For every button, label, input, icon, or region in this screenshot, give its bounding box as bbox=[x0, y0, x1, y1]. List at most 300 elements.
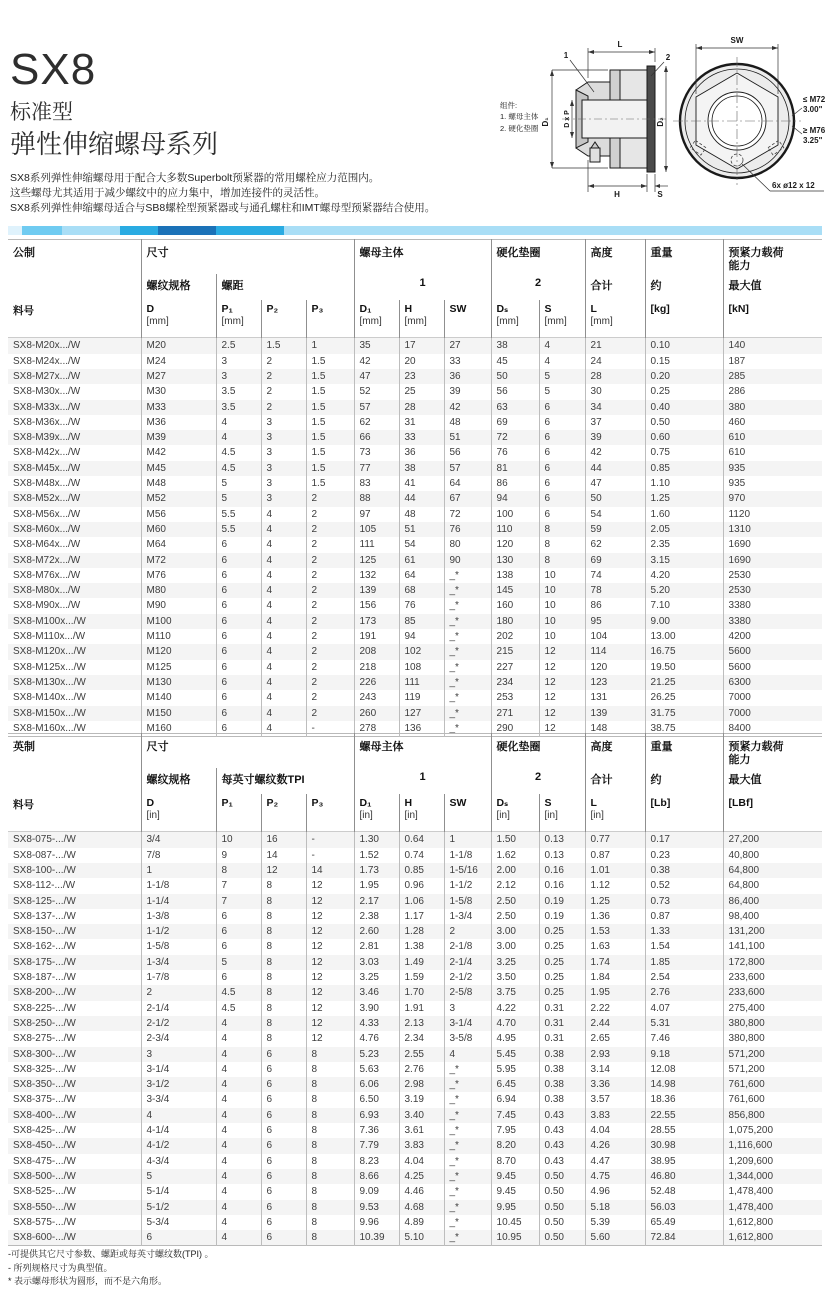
value-cell: M24 bbox=[141, 354, 216, 369]
value-cell: 2.35 bbox=[645, 537, 723, 552]
value-cell: 4.22 bbox=[491, 1001, 539, 1016]
size-range-large-in: 3.25" bbox=[803, 136, 823, 145]
value-cell: 0.74 bbox=[399, 848, 444, 863]
value-cell: 4 bbox=[261, 629, 306, 644]
part-number-cell: SX8-375-.../W bbox=[13, 1094, 76, 1106]
value-cell: 6 bbox=[216, 629, 261, 644]
header-row bbox=[8, 240, 822, 275]
value-cell: 28 bbox=[585, 369, 645, 384]
value-cell: 6 bbox=[261, 1108, 306, 1123]
value-cell: 1.49 bbox=[399, 955, 444, 970]
value-cell: 123 bbox=[585, 675, 645, 690]
value-cell: 0.13 bbox=[539, 832, 585, 848]
value-cell: 6 bbox=[216, 970, 261, 985]
value-cell: 61 bbox=[399, 553, 444, 568]
value-cell: 761,600 bbox=[723, 1077, 822, 1092]
value-cell: 0.87 bbox=[585, 848, 645, 863]
value-cell: 7000 bbox=[723, 690, 822, 705]
value-cell: 2 bbox=[306, 706, 354, 721]
value-cell: 114 bbox=[585, 644, 645, 659]
value-cell: 3 bbox=[261, 415, 306, 430]
value-cell: 6 bbox=[539, 445, 585, 460]
value-cell: 2.76 bbox=[645, 985, 723, 1000]
value-cell: M20 bbox=[141, 338, 216, 354]
table-row bbox=[8, 583, 822, 598]
value-cell: 4.5 bbox=[216, 1001, 261, 1016]
group-header: 螺母主体 bbox=[354, 240, 491, 275]
value-cell: 6 bbox=[261, 1138, 306, 1153]
value-cell: 12 bbox=[539, 644, 585, 659]
table-row bbox=[8, 568, 822, 583]
value-cell: 54 bbox=[399, 537, 444, 552]
value-cell: 64,800 bbox=[723, 863, 822, 878]
page-title: SX8 bbox=[10, 45, 97, 94]
components-title: 组件: bbox=[500, 101, 518, 110]
value-cell: 64 bbox=[444, 476, 491, 491]
value-cell: 10 bbox=[539, 568, 585, 583]
value-cell: 1.30 bbox=[354, 832, 399, 848]
value-cell: 110 bbox=[491, 522, 539, 537]
value-cell: 935 bbox=[723, 461, 822, 476]
dim-label-H: H bbox=[614, 190, 620, 199]
value-cell: 4 bbox=[539, 338, 585, 354]
value-cell: 105 bbox=[354, 522, 399, 537]
value-cell: 90 bbox=[444, 553, 491, 568]
value-cell: 6300 bbox=[723, 675, 822, 690]
value-cell: 4 bbox=[261, 706, 306, 721]
value-cell: 1-5/16 bbox=[444, 863, 491, 878]
value-cell: 4 bbox=[261, 568, 306, 583]
value-cell: 2 bbox=[306, 690, 354, 705]
value-cell: 4 bbox=[216, 1184, 261, 1199]
value-cell: 8.23 bbox=[354, 1154, 399, 1169]
value-cell: 0.50 bbox=[539, 1230, 585, 1246]
value-cell: 136 bbox=[399, 721, 444, 737]
value-cell: 4 bbox=[261, 598, 306, 613]
value-cell: 187 bbox=[723, 354, 822, 369]
value-cell: 46.80 bbox=[645, 1169, 723, 1184]
part-number-cell: SX8-350-.../W bbox=[13, 1079, 76, 1091]
value-cell: 1.85 bbox=[645, 955, 723, 970]
value-cell: M72 bbox=[141, 553, 216, 568]
value-cell: 4.70 bbox=[491, 1016, 539, 1031]
table-row bbox=[8, 1016, 822, 1031]
value-cell: 42 bbox=[585, 445, 645, 460]
value-cell: 935 bbox=[723, 476, 822, 491]
value-cell: 86 bbox=[585, 598, 645, 613]
part-number-cell: SX8-075-.../W bbox=[13, 834, 76, 846]
value-cell: 2-5/8 bbox=[444, 985, 491, 1000]
value-cell: 5-1/4 bbox=[141, 1184, 216, 1199]
value-cell: 0.38 bbox=[645, 863, 723, 878]
value-cell: 7 bbox=[216, 894, 261, 909]
value-cell: 2 bbox=[306, 629, 354, 644]
value-cell: 6 bbox=[261, 1154, 306, 1169]
accent-bar-segment bbox=[284, 226, 822, 235]
value-cell: 1.5 bbox=[306, 461, 354, 476]
value-cell: 3-5/8 bbox=[444, 1031, 491, 1046]
value-cell: _* bbox=[444, 690, 491, 705]
value-cell: 5.45 bbox=[491, 1047, 539, 1062]
value-cell: 6.94 bbox=[491, 1092, 539, 1107]
value-cell: 141,100 bbox=[723, 939, 822, 954]
value-cell: 0.17 bbox=[645, 832, 723, 848]
value-cell: 6 bbox=[539, 491, 585, 506]
value-cell: 51 bbox=[399, 522, 444, 537]
value-cell: 8.20 bbox=[491, 1138, 539, 1153]
table-row bbox=[8, 863, 822, 878]
value-cell: 3-1/2 bbox=[141, 1077, 216, 1092]
value-cell: 1-5/8 bbox=[444, 894, 491, 909]
value-cell: 4-1/2 bbox=[141, 1138, 216, 1153]
value-cell: 76 bbox=[491, 445, 539, 460]
column-header: 料号 bbox=[13, 799, 34, 812]
value-cell: 12 bbox=[306, 939, 354, 954]
subgroup-header: 约 bbox=[645, 768, 723, 794]
value-cell: 1.06 bbox=[399, 894, 444, 909]
table-row bbox=[8, 430, 822, 445]
value-cell: 127 bbox=[399, 706, 444, 721]
value-cell: 290 bbox=[491, 721, 539, 737]
value-cell: 26.25 bbox=[645, 690, 723, 705]
table-row bbox=[8, 400, 822, 415]
value-cell: 2 bbox=[306, 660, 354, 675]
accent-bar-segment bbox=[158, 226, 216, 235]
value-cell: 460 bbox=[723, 415, 822, 430]
value-cell: 9.53 bbox=[354, 1200, 399, 1215]
value-cell: 1.10 bbox=[645, 476, 723, 491]
table-row bbox=[8, 924, 822, 939]
value-cell: 139 bbox=[585, 706, 645, 721]
value-cell: 2.76 bbox=[399, 1062, 444, 1077]
part-number-cell: SX8-M56x.../W bbox=[13, 508, 81, 520]
value-cell: M120 bbox=[141, 644, 216, 659]
value-cell: 4 bbox=[216, 1169, 261, 1184]
value-cell: 1,478,400 bbox=[723, 1200, 822, 1215]
part-number-cell: SX8-225-.../W bbox=[13, 1002, 76, 1014]
part-number-cell: SX8-M160x.../W bbox=[13, 722, 86, 734]
column-header: P₁ [mm] bbox=[216, 300, 261, 338]
value-cell: M45 bbox=[141, 461, 216, 476]
value-cell: 97 bbox=[354, 507, 399, 522]
value-cell: 0.96 bbox=[399, 878, 444, 893]
value-cell: 80 bbox=[444, 537, 491, 552]
value-cell: 1-5/8 bbox=[141, 939, 216, 954]
value-cell: M48 bbox=[141, 476, 216, 491]
value-cell: 44 bbox=[585, 461, 645, 476]
value-cell: 1.70 bbox=[399, 985, 444, 1000]
value-cell: 3 bbox=[216, 369, 261, 384]
dim-label-L: L bbox=[617, 40, 623, 49]
value-cell: 1.5 bbox=[261, 338, 306, 354]
value-cell: _* bbox=[444, 1123, 491, 1138]
value-cell: 2.13 bbox=[399, 1016, 444, 1031]
value-cell: 6 bbox=[539, 476, 585, 491]
value-cell: 64,800 bbox=[723, 878, 822, 893]
page-subtitle-type: 标准型 bbox=[10, 101, 73, 124]
column-header: P₃ bbox=[306, 300, 354, 338]
value-cell: 226 bbox=[354, 675, 399, 690]
value-cell: 2.50 bbox=[491, 909, 539, 924]
value-cell: 35 bbox=[354, 338, 399, 354]
metric-table-header bbox=[8, 240, 822, 338]
value-cell: 0.52 bbox=[645, 878, 723, 893]
value-cell: 5.39 bbox=[585, 1215, 645, 1230]
value-cell: M60 bbox=[141, 522, 216, 537]
value-cell: 5 bbox=[539, 384, 585, 399]
value-cell: 6 bbox=[539, 507, 585, 522]
part-number-cell: SX8-M90x.../W bbox=[13, 600, 81, 612]
value-cell: 6 bbox=[216, 537, 261, 552]
part-number-cell: SX8-162-.../W bbox=[13, 941, 76, 953]
value-cell: 7.46 bbox=[645, 1031, 723, 1046]
value-cell: 3 bbox=[261, 430, 306, 445]
value-cell: 3380 bbox=[723, 614, 822, 629]
value-cell: 0.43 bbox=[539, 1154, 585, 1169]
table-row bbox=[8, 1123, 822, 1138]
value-cell: 4 bbox=[216, 415, 261, 430]
value-cell: 8 bbox=[306, 1047, 354, 1062]
value-cell: 271 bbox=[491, 706, 539, 721]
value-cell: 47 bbox=[354, 369, 399, 384]
value-cell: 1.63 bbox=[585, 939, 645, 954]
table-row bbox=[8, 522, 822, 537]
value-cell: 9.95 bbox=[491, 1200, 539, 1215]
value-cell: 1-1/4 bbox=[141, 894, 216, 909]
value-cell: 7.95 bbox=[491, 1123, 539, 1138]
value-cell: 4 bbox=[261, 507, 306, 522]
value-cell: 78 bbox=[585, 583, 645, 598]
value-cell: 38.95 bbox=[645, 1154, 723, 1169]
value-cell: 48 bbox=[444, 415, 491, 430]
value-cell: 76 bbox=[444, 522, 491, 537]
value-cell: 1.5 bbox=[306, 354, 354, 369]
table-row bbox=[8, 1138, 822, 1153]
technical-drawing bbox=[492, 26, 828, 222]
value-cell: 4 bbox=[261, 537, 306, 552]
value-cell: 4 bbox=[216, 1062, 261, 1077]
value-cell: 21 bbox=[585, 338, 645, 354]
value-cell: 0.31 bbox=[539, 1001, 585, 1016]
value-cell: 7/8 bbox=[141, 848, 216, 863]
value-cell: 33 bbox=[399, 430, 444, 445]
part-number-cell: SX8-M130x.../W bbox=[13, 676, 86, 688]
jackbolt-callout: 6x ø12 x 12 bbox=[772, 181, 815, 190]
value-cell: _* bbox=[444, 706, 491, 721]
value-cell: M80 bbox=[141, 583, 216, 598]
part-number-cell: SX8-M42x.../W bbox=[13, 447, 81, 459]
subgroup-header: 2 bbox=[491, 768, 585, 794]
value-cell: 111 bbox=[399, 675, 444, 690]
value-cell: 47 bbox=[585, 476, 645, 491]
column-header: S [in] bbox=[539, 794, 585, 832]
column-header: [kN] bbox=[723, 300, 822, 338]
value-cell: 4 bbox=[261, 553, 306, 568]
value-cell: 17 bbox=[399, 338, 444, 354]
value-cell: 68 bbox=[399, 583, 444, 598]
column-header: D [in] bbox=[141, 794, 216, 832]
value-cell: 2-1/4 bbox=[141, 1001, 216, 1016]
value-cell: 227 bbox=[491, 660, 539, 675]
header-row bbox=[8, 274, 822, 300]
value-cell: 3.57 bbox=[585, 1092, 645, 1107]
value-cell: 0.75 bbox=[645, 445, 723, 460]
value-cell: 5.23 bbox=[354, 1047, 399, 1062]
value-cell: 5.18 bbox=[585, 1200, 645, 1215]
footnote: - 所列规格尺寸为典型值。 bbox=[8, 1262, 113, 1273]
part-number-cell: SX8-137-.../W bbox=[13, 910, 76, 922]
value-cell: _* bbox=[444, 1062, 491, 1077]
value-cell: 0.43 bbox=[539, 1138, 585, 1153]
callout-2: 2 bbox=[665, 53, 671, 62]
value-cell: 202 bbox=[491, 629, 539, 644]
value-cell: 38 bbox=[491, 338, 539, 354]
value-cell: 1.62 bbox=[491, 848, 539, 863]
dim-label-D2: D₂ bbox=[656, 117, 665, 127]
value-cell: 0.25 bbox=[539, 924, 585, 939]
value-cell: 1.53 bbox=[585, 924, 645, 939]
column-header: [kg] bbox=[645, 300, 723, 338]
value-cell: 1310 bbox=[723, 522, 822, 537]
value-cell: 72 bbox=[491, 430, 539, 445]
value-cell: 4 bbox=[216, 1230, 261, 1246]
value-cell: 2 bbox=[261, 354, 306, 369]
value-cell: 9 bbox=[216, 848, 261, 863]
column-header: P₃ bbox=[306, 794, 354, 832]
group-header: 硬化垫圈 bbox=[491, 240, 585, 275]
value-cell: 0.38 bbox=[539, 1092, 585, 1107]
value-cell: 27,200 bbox=[723, 832, 822, 848]
value-cell: 140 bbox=[723, 338, 822, 354]
value-cell: 1.91 bbox=[399, 1001, 444, 1016]
value-cell: _* bbox=[444, 1230, 491, 1246]
value-cell: 380,800 bbox=[723, 1031, 822, 1046]
value-cell: 2.12 bbox=[491, 878, 539, 893]
value-cell: 2.93 bbox=[585, 1047, 645, 1062]
column-header: H [mm] bbox=[399, 300, 444, 338]
part-number-cell: SX8-300-.../W bbox=[13, 1048, 76, 1060]
value-cell: 85 bbox=[399, 614, 444, 629]
table-row bbox=[8, 614, 822, 629]
value-cell: 6 bbox=[141, 1230, 216, 1246]
value-cell: 25 bbox=[399, 384, 444, 399]
value-cell: 4.07 bbox=[645, 1001, 723, 1016]
value-cell: 2 bbox=[306, 522, 354, 537]
value-cell: 77 bbox=[354, 461, 399, 476]
value-cell: 0.25 bbox=[539, 970, 585, 985]
part-number-cell: SX8-M30x.../W bbox=[13, 386, 81, 398]
value-cell: 8 bbox=[261, 985, 306, 1000]
header-row bbox=[8, 300, 822, 338]
value-cell: _* bbox=[444, 660, 491, 675]
value-cell: 6 bbox=[261, 1062, 306, 1077]
value-cell: M150 bbox=[141, 706, 216, 721]
value-cell: 16 bbox=[261, 832, 306, 848]
value-cell: 63 bbox=[491, 400, 539, 415]
value-cell: 2 bbox=[306, 491, 354, 506]
value-cell: 0.25 bbox=[645, 384, 723, 399]
value-cell: _* bbox=[444, 721, 491, 737]
value-cell: 138 bbox=[491, 568, 539, 583]
value-cell: 1690 bbox=[723, 553, 822, 568]
value-cell: 3.46 bbox=[354, 985, 399, 1000]
component-item: 2. 硬化垫圈 bbox=[500, 123, 539, 133]
value-cell: 3.25 bbox=[354, 970, 399, 985]
value-cell: _* bbox=[444, 614, 491, 629]
part-number-cell: SX8-M140x.../W bbox=[13, 692, 86, 704]
value-cell: 286 bbox=[723, 384, 822, 399]
value-cell: 4 bbox=[261, 675, 306, 690]
value-cell: 52.48 bbox=[645, 1184, 723, 1199]
value-cell: 7.36 bbox=[354, 1123, 399, 1138]
value-cell: 6 bbox=[539, 400, 585, 415]
value-cell: 8 bbox=[261, 1016, 306, 1031]
value-cell: 69 bbox=[585, 553, 645, 568]
column-header: SW bbox=[444, 794, 491, 832]
value-cell: _* bbox=[444, 583, 491, 598]
part-number-cell: SX8-125-.../W bbox=[13, 895, 76, 907]
table-row bbox=[8, 1077, 822, 1092]
value-cell: 6.45 bbox=[491, 1077, 539, 1092]
value-cell: 8 bbox=[306, 1215, 354, 1230]
value-cell: 108 bbox=[399, 660, 444, 675]
value-cell: 3 bbox=[261, 476, 306, 491]
table-system-label: 英制 bbox=[13, 741, 35, 753]
table-row bbox=[8, 553, 822, 568]
group-header: 重量 bbox=[645, 734, 723, 769]
value-cell: 208 bbox=[354, 644, 399, 659]
table-row bbox=[8, 970, 822, 985]
value-cell: 1 bbox=[444, 832, 491, 848]
footnote: -可提供其它尺寸参数、螺距或每英寸螺纹数(TPI) 。 bbox=[8, 1249, 214, 1259]
value-cell: 0.43 bbox=[539, 1108, 585, 1123]
value-cell: 1-1/8 bbox=[141, 878, 216, 893]
value-cell: 4 bbox=[444, 1047, 491, 1062]
table-row bbox=[8, 354, 822, 369]
value-cell: 8 bbox=[306, 1077, 354, 1092]
part-number-cell: SX8-400-.../W bbox=[13, 1109, 76, 1121]
value-cell: 2.50 bbox=[491, 894, 539, 909]
value-cell: _* bbox=[444, 629, 491, 644]
value-cell: 88 bbox=[354, 491, 399, 506]
header-row bbox=[8, 734, 822, 769]
value-cell: 57 bbox=[444, 461, 491, 476]
value-cell: 14 bbox=[306, 863, 354, 878]
part-number-cell: SX8-325-.../W bbox=[13, 1063, 76, 1075]
value-cell: 12 bbox=[539, 690, 585, 705]
value-cell: 1.17 bbox=[399, 909, 444, 924]
value-cell: 6 bbox=[216, 909, 261, 924]
value-cell: 8 bbox=[306, 1138, 354, 1153]
nut-drawing-svg bbox=[492, 26, 828, 222]
value-cell: 1.33 bbox=[645, 924, 723, 939]
value-cell: 3.00 bbox=[491, 939, 539, 954]
value-cell: 8 bbox=[306, 1062, 354, 1077]
value-cell: M110 bbox=[141, 629, 216, 644]
value-cell: 0.25 bbox=[539, 985, 585, 1000]
value-cell: 120 bbox=[585, 660, 645, 675]
dim-label-DxP: D x P bbox=[564, 110, 571, 128]
group-header: 预紧力载荷能力 bbox=[723, 240, 822, 275]
value-cell: 6 bbox=[261, 1230, 306, 1246]
value-cell: 0.43 bbox=[539, 1123, 585, 1138]
part-number-cell: SX8-M60x.../W bbox=[13, 523, 81, 535]
metric-table bbox=[8, 239, 822, 737]
value-cell: 41 bbox=[399, 476, 444, 491]
size-range-large: ≥ M76 bbox=[803, 126, 826, 135]
part-number-cell: SX8-M33x.../W bbox=[13, 401, 81, 413]
value-cell: 10.45 bbox=[491, 1215, 539, 1230]
